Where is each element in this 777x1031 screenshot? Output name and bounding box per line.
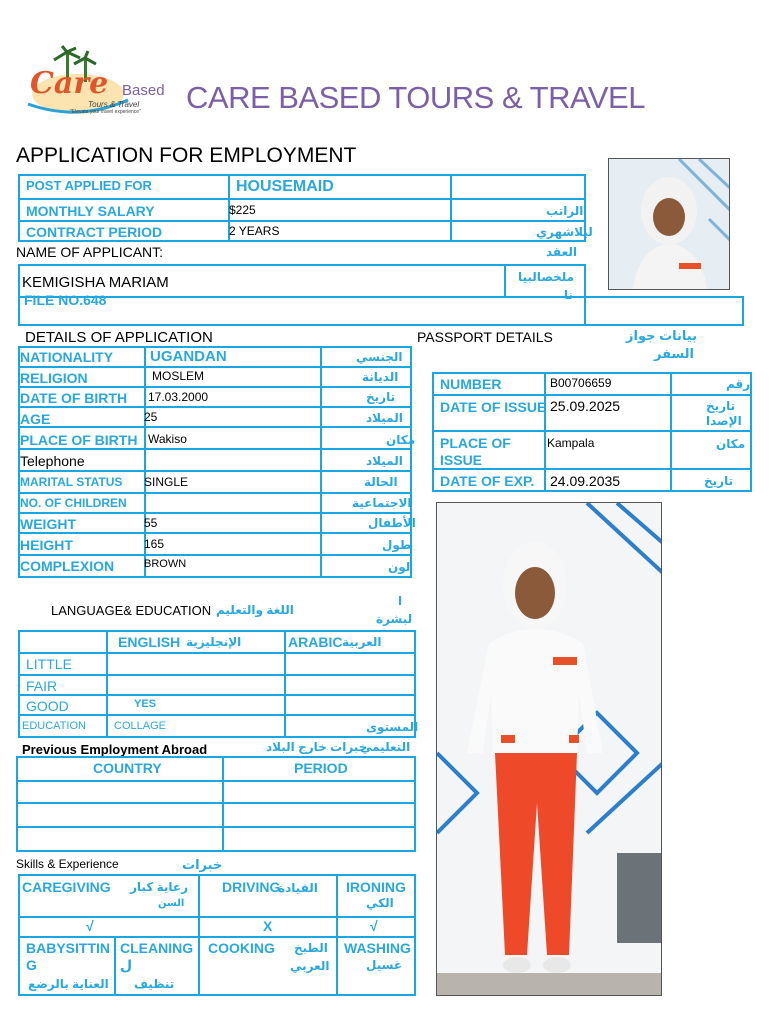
telephone-label: Telephone [20,453,85,469]
applicant-photo-small [608,158,730,290]
good-english-value: YES [134,698,157,710]
language-heading: LANGUAGE& EDUCATION [51,603,212,618]
education-ar: المستوى [366,720,419,734]
table-row [16,826,224,852]
children-label: NO. OF CHILDREN [20,496,127,510]
applicant-photo-full [436,502,662,996]
passport-number-label: NUMBER [440,376,502,392]
table-row [222,780,416,804]
issue-date-value: 25.09.2025 [550,398,621,414]
cleaning-ar: تنظيف [134,977,175,991]
nationality-label: NATIONALITY [20,349,114,365]
company-logo [18,42,183,122]
table-row [222,826,416,852]
cooking-label: COOKING [208,940,275,956]
table-row [106,694,286,716]
marital-value: SINGLE [144,475,189,489]
table-row [284,694,416,716]
babysitting-label-2: G [26,957,37,973]
table-row [144,406,322,428]
age-value: 25 [144,410,158,424]
company-name: CARE BASED TOURS & TRAVEL [186,80,645,115]
religion-value: MOSLEM [152,369,205,383]
cooking-ar: الطبخ [294,941,328,955]
level-good: GOOD [26,698,69,714]
logo-based-text: Based [122,82,165,99]
babysitting-ar: العناية بالرضع [28,977,109,991]
pob-ar: مكان [386,433,416,447]
caregiving-ar: رعاية كبار [130,880,189,894]
ironing-ar: الكي [366,896,394,910]
salary-value-cell [228,198,452,222]
contract-ar-2: العقد [546,245,577,259]
marital-label: MARITAL STATUS [20,475,123,489]
expiry-date-ar: تاريخ [704,474,734,488]
weight-value: 55 [144,516,158,530]
cooking-ar-2: العربي [290,959,330,973]
contract-ar: ليلاشهري [536,225,593,239]
table-row [144,512,322,534]
children-ar: الاجتماعية [352,496,412,510]
complexion-ar: لون [388,560,411,574]
details-heading: DETAILS OF APPLICATION [25,329,213,346]
dob-value: 17.03.2000 [148,390,209,404]
table-row [144,492,322,514]
table-row [144,532,322,556]
weight-ar: الأطفال [368,516,416,530]
level-fair: FAIR [26,678,58,694]
issue-place-value: Kampala [547,436,595,450]
period-header: PERIOD [294,760,348,776]
skills-heading-ar: خبرات [182,857,223,872]
country-header: COUNTRY [93,760,162,776]
issue-place-label: PLACE OF [440,435,511,451]
employment-heading: Previous Employment Abroad [22,742,208,757]
issue-date-label: DATE OF ISSUE [440,399,547,415]
ironing-label: IRONING [346,879,406,895]
applicant-name-ar: ملخصالبيا [518,270,575,284]
driving-mark: X [263,918,273,934]
cleaning-label-2: ل [120,957,133,973]
pob-value: Wakiso [148,432,187,446]
dob-ar: تاريخ [366,390,396,404]
table-row [284,674,416,696]
applicant-name-label: NAME OF APPLICANT: [16,244,164,260]
salary-value: $225 [229,203,256,217]
table-row [16,802,224,828]
file-number: FILE NO.648 [24,292,107,308]
driving-label: DRIVING [222,879,281,895]
cleaning-label: CLEANING [120,940,194,956]
post-label: POST APPLIED FOR [26,178,152,193]
employment-heading-ar: خبرات خارج البلاد [266,740,368,754]
washing-label: WASHING [344,940,411,956]
skills-heading: Skills & Experience [16,857,119,871]
table-row [284,652,416,676]
salary-ar: الراتب [546,204,584,218]
table-row [106,652,286,676]
english-header-ar: الإنجليزية [186,635,242,649]
table-row [106,674,286,696]
complexion-ar-tail: ا [398,594,403,608]
caregiving-mark: √ [86,918,94,934]
post-value: HOUSEMAID [236,178,334,195]
table-row [16,780,224,804]
salary-label: MONTHLY SALARY [26,203,155,219]
english-header: ENGLISH [118,634,181,650]
form-title: APPLICATION FOR EMPLOYMENT [16,144,357,167]
applicant-name: KEMIGISHA MARIAM [22,274,169,291]
dob-label: DATE OF BIRTH [20,390,128,406]
pob-label: PLACE OF BIRTH [20,432,138,448]
telephone-ar: الميلاد [366,454,403,468]
complexion-value: BROWN [144,558,187,570]
passport-number-value: B00706659 [550,376,612,390]
logo-script-text: Care [30,66,109,101]
issue-date-ar: تاريخ [706,399,736,413]
arabic-header-ar: العربية [342,635,382,649]
height-label: HEIGHT [20,537,73,553]
issue-place-label-2: ISSUE [440,452,483,468]
age-ar: الميلاد [366,411,403,425]
religion-label: RELIGION [20,370,88,386]
language-heading-ar: اللغة والتعليم [216,603,294,617]
caregiving-ar-2: السن [158,898,185,909]
washing-ar: غسيل [366,958,403,972]
babysitting-label: BABYSITTIN [26,940,110,956]
weight-label: WEIGHT [20,516,76,532]
education-value: COLLAGE [114,720,166,732]
nationality-value: UGANDAN [150,348,227,365]
education-label: EDUCATION [22,720,86,732]
expiry-date-label: DATE OF EXP. [440,473,535,489]
logo-tagline: "Elevate your travel experience" [70,109,141,115]
height-value: 165 [144,537,165,551]
contract-label: CONTRACT PERIOD [26,224,163,240]
logo-sub-text: Tours & Travel [88,100,140,109]
level-little: LITTLE [26,656,72,672]
expiry-date-value: 24.09.2035 [550,473,621,489]
complexion-label: COMPLEXION [20,558,115,574]
passport-heading-ar-2: السفر [654,346,695,361]
issue-place-ar: مكان [716,437,746,451]
religion-ar: الديانة [362,370,399,384]
complexion-ar-tail-2: لبشرة [376,612,413,626]
passport-number-ar: رقم [726,377,751,391]
height-ar: طول [382,538,412,552]
issue-date-ar-2: الإصدا [706,414,742,428]
caregiving-label: CAREGIVING [22,879,111,895]
applicant-name-ar-2: نا [564,288,574,302]
contract-value: 2 YEARS [229,224,280,238]
ironing-mark: √ [370,918,378,934]
driving-ar: القيادة [278,881,318,895]
marital-ar: الحالة [364,475,398,489]
passport-heading: PASSPORT DETAILS [417,329,553,345]
education-ar-2: التعليمي [360,740,411,754]
table-row [18,916,200,938]
table-row [144,448,322,472]
passport-heading-ar: بيانات جواز [626,328,697,343]
table-row [18,630,108,654]
age-label: AGE [20,411,51,427]
arabic-header: ARABIC [288,634,343,650]
file-no-ext-cell [584,296,744,326]
post-ar-cell [450,174,586,200]
nationality-ar: الجنسي [356,350,403,364]
table-row [222,802,416,828]
